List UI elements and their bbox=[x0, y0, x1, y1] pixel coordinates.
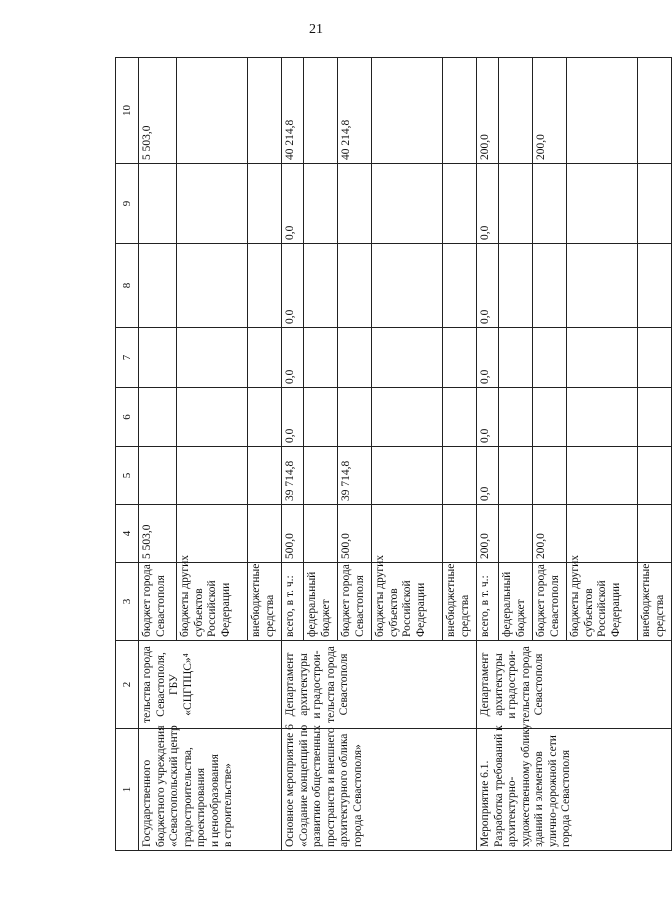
value-cell-c7 bbox=[338, 328, 372, 388]
cell-line: проектирования bbox=[195, 768, 208, 847]
value-cell-c10 bbox=[372, 58, 443, 164]
cell-line: Основное мероприятие 6 bbox=[284, 724, 296, 847]
column-header-5: 5 bbox=[116, 447, 139, 505]
cell-line: всего, в т. ч.: bbox=[479, 575, 491, 637]
cell-line: и градострои- bbox=[311, 650, 324, 719]
cell-line: бюджет bbox=[514, 599, 527, 637]
cell-line: федеральный bbox=[306, 571, 318, 637]
cell-line: Федерации bbox=[414, 582, 427, 637]
value-cell-c6 bbox=[533, 388, 567, 447]
cell-line: Департамент bbox=[479, 652, 491, 717]
column-header-10: 10 bbox=[116, 58, 139, 164]
value-cell-c8 bbox=[177, 244, 248, 328]
value-cell-c10 bbox=[567, 58, 638, 164]
value-cell-c10 bbox=[304, 58, 338, 164]
value-cell-c6 bbox=[638, 388, 672, 447]
cell-line: внебюджетные bbox=[250, 563, 262, 637]
value-cell-c5 bbox=[533, 447, 567, 505]
value-cell-c8 bbox=[372, 244, 443, 328]
cell-line: Севастополя bbox=[154, 575, 167, 637]
value-cell-c9 bbox=[248, 164, 282, 244]
column-header-7: 7 bbox=[116, 328, 139, 388]
cell-line: «СЦГПЦС»⁴ bbox=[181, 653, 194, 716]
value-cell-c6 bbox=[443, 388, 477, 447]
column-header-6: 6 bbox=[116, 388, 139, 447]
value-cell-c7 bbox=[177, 328, 248, 388]
cell-line: Российской bbox=[206, 580, 219, 637]
value-cell-c10 bbox=[443, 58, 477, 164]
value-cell-c4 bbox=[304, 505, 338, 563]
column-header-8: 8 bbox=[116, 244, 139, 328]
cell-line: Федерации bbox=[609, 582, 622, 637]
value-cell-c5 bbox=[304, 447, 338, 505]
value-cell-c8 bbox=[139, 244, 177, 328]
cell-line: бюджеты других bbox=[569, 554, 581, 637]
value-cell-c9 bbox=[139, 164, 177, 244]
cell-line: в строительстве» bbox=[222, 763, 235, 847]
value-cell-c4 bbox=[499, 505, 533, 563]
value-cell-c4: 500,0 bbox=[282, 505, 304, 563]
funding-source-cell bbox=[533, 563, 567, 641]
value-cell-c8 bbox=[248, 244, 282, 328]
value-cell-c5 bbox=[499, 447, 533, 505]
value-cell-c5 bbox=[139, 447, 177, 505]
cell-line: улично-дорожной сети bbox=[546, 735, 559, 847]
cell-line: бюджет города bbox=[340, 564, 352, 637]
cell-line: ГБУ bbox=[168, 674, 181, 695]
value-cell-c7 bbox=[139, 328, 177, 388]
value-cell-c4 bbox=[372, 505, 443, 563]
value-cell-c8 bbox=[338, 244, 372, 328]
funding-source-cell bbox=[567, 554, 638, 641]
value-cell-c5 bbox=[443, 447, 477, 505]
executor-cell bbox=[477, 641, 672, 729]
value-cell-c4 bbox=[177, 505, 248, 563]
value-cell-c8: 0,0 bbox=[282, 244, 304, 328]
value-cell-c4 bbox=[567, 505, 638, 563]
cell-line: Российской bbox=[401, 580, 414, 637]
cell-line: градостроительства, bbox=[181, 747, 194, 847]
cell-line: средства bbox=[263, 594, 276, 637]
value-cell-c5 bbox=[638, 447, 672, 505]
value-cell-c5 bbox=[567, 447, 638, 505]
table-row bbox=[139, 58, 177, 851]
cell-line: архитектуры bbox=[297, 653, 310, 716]
cell-line: Государственного bbox=[141, 759, 153, 847]
cell-line: и градострои- bbox=[506, 650, 519, 719]
value-cell-c6 bbox=[139, 388, 177, 447]
value-cell-c4 bbox=[248, 505, 282, 563]
cell-line: Департамент bbox=[284, 652, 296, 717]
funding-source-cell bbox=[248, 563, 282, 641]
value-cell-c9: 0,0 bbox=[477, 164, 499, 244]
funding-source-cell bbox=[499, 563, 533, 641]
value-cell-c8 bbox=[533, 244, 567, 328]
cell-line: тельства города bbox=[519, 646, 532, 723]
value-cell-c10 bbox=[248, 58, 282, 164]
cell-line: бюджет bbox=[319, 599, 332, 637]
value-cell-c9 bbox=[177, 164, 248, 244]
cell-line: Севастополя bbox=[338, 653, 351, 716]
value-cell-c7 bbox=[638, 328, 672, 388]
cell-line: тельства города bbox=[324, 646, 337, 723]
value-cell-c7 bbox=[443, 328, 477, 388]
value-cell-c7: 0,0 bbox=[282, 328, 304, 388]
cell-line: бюджеты других bbox=[179, 554, 191, 637]
value-cell-c8: 0,0 bbox=[477, 244, 499, 328]
cell-line: внебюджетные bbox=[640, 563, 652, 637]
value-cell-c9 bbox=[567, 164, 638, 244]
value-cell-c10: 200,0 bbox=[477, 58, 499, 164]
value-cell-c5 bbox=[177, 447, 248, 505]
cell-line: архитектуры bbox=[492, 653, 505, 716]
value-cell-c6 bbox=[499, 388, 533, 447]
cell-line: «Севастопольский центр bbox=[168, 725, 181, 847]
cell-line: всего, в т. ч.: bbox=[284, 575, 296, 637]
value-cell-c8 bbox=[443, 244, 477, 328]
cell-line: Севастополя bbox=[548, 575, 561, 637]
executor-cell bbox=[282, 641, 477, 729]
value-cell-c4 bbox=[443, 505, 477, 563]
cell-line: города Севастополя bbox=[560, 750, 573, 847]
column-header-3: 3 bbox=[116, 563, 139, 641]
cell-line: бюджетного учреждения bbox=[154, 725, 167, 847]
funding-source-cell bbox=[304, 563, 338, 641]
funding-source-cell bbox=[338, 563, 372, 641]
rotated-table-container bbox=[115, 58, 666, 851]
value-cell-c7 bbox=[248, 328, 282, 388]
cell-line: бюджеты других bbox=[374, 554, 386, 637]
funding-source-cell bbox=[638, 563, 672, 641]
value-cell-c9: 0,0 bbox=[282, 164, 304, 244]
value-cell-c6 bbox=[372, 388, 443, 447]
value-cell-c5: 0,0 bbox=[477, 447, 499, 505]
value-cell-c10: 40 214,8 bbox=[282, 58, 304, 164]
cell-line: бюджет города bbox=[141, 564, 153, 637]
value-cell-c5 bbox=[372, 447, 443, 505]
cell-line: города Севастополя» bbox=[351, 744, 364, 847]
cell-line: федеральный bbox=[501, 571, 513, 637]
value-cell-c6 bbox=[304, 388, 338, 447]
cell-line: внебюджетные bbox=[445, 563, 457, 637]
value-cell-c7: 0,0 bbox=[477, 328, 499, 388]
funding-source-cell bbox=[177, 554, 248, 641]
value-cell-c8 bbox=[567, 244, 638, 328]
value-cell-c9 bbox=[304, 164, 338, 244]
cell-line: средства bbox=[653, 594, 666, 637]
value-cell-c8 bbox=[304, 244, 338, 328]
funding-source-cell bbox=[282, 563, 304, 641]
table-row bbox=[282, 58, 304, 851]
value-cell-c4: 5 503,0 bbox=[139, 505, 177, 563]
value-cell-c5: 39 714,8 bbox=[338, 447, 372, 505]
value-cell-c7 bbox=[372, 328, 443, 388]
value-cell-c4: 200,0 bbox=[477, 505, 499, 563]
value-cell-c5: 39 714,8 bbox=[282, 447, 304, 505]
cell-line: тельства города bbox=[141, 646, 153, 723]
cell-line: субъектов bbox=[192, 588, 205, 637]
value-cell-c9 bbox=[338, 164, 372, 244]
value-cell-c7 bbox=[304, 328, 338, 388]
cell-line: художественному облику bbox=[519, 723, 532, 847]
cell-line: субъектов bbox=[582, 588, 595, 637]
value-cell-c7 bbox=[533, 328, 567, 388]
funding-source-cell bbox=[477, 563, 499, 641]
measure-name-cell bbox=[477, 723, 672, 851]
value-cell-c6 bbox=[248, 388, 282, 447]
value-cell-c10 bbox=[638, 58, 672, 164]
funding-source-cell bbox=[443, 563, 477, 641]
column-header-1: 1 bbox=[116, 729, 139, 851]
value-cell-c10: 5 503,0 bbox=[139, 58, 177, 164]
value-cell-c6 bbox=[567, 388, 638, 447]
value-cell-c5 bbox=[248, 447, 282, 505]
value-cell-c6 bbox=[177, 388, 248, 447]
value-cell-c6: 0,0 bbox=[282, 388, 304, 447]
value-cell-c6: 0,0 bbox=[477, 388, 499, 447]
cell-line: архитектурно- bbox=[506, 776, 519, 847]
measure-name-cell bbox=[139, 725, 282, 851]
value-cell-c9 bbox=[533, 164, 567, 244]
cell-line: Разработка требований к bbox=[492, 725, 505, 847]
budget-table bbox=[115, 57, 672, 851]
cell-line: Российской bbox=[596, 580, 609, 637]
cell-line: пространств и внешнего bbox=[324, 727, 337, 847]
value-cell-c9 bbox=[443, 164, 477, 244]
cell-line: «Создание концепций по bbox=[297, 724, 310, 847]
value-cell-c10: 40 214,8 bbox=[338, 58, 372, 164]
cell-line: Мероприятие 6.1. bbox=[479, 760, 491, 847]
cell-line: средства bbox=[458, 594, 471, 637]
value-cell-c7 bbox=[499, 328, 533, 388]
value-cell-c4 bbox=[638, 505, 672, 563]
value-cell-c10 bbox=[499, 58, 533, 164]
value-cell-c9 bbox=[499, 164, 533, 244]
funding-source-cell bbox=[372, 554, 443, 641]
executor-cell bbox=[139, 641, 282, 729]
cell-line: Севастополя bbox=[533, 653, 546, 716]
cell-line: развитию общественных bbox=[311, 725, 324, 847]
value-cell-c6 bbox=[338, 388, 372, 447]
value-cell-c4: 200,0 bbox=[533, 505, 567, 563]
page-number: 21 bbox=[309, 22, 323, 37]
cell-line: субъектов bbox=[387, 588, 400, 637]
column-header-2: 2 bbox=[116, 641, 139, 729]
cell-line: архитектурного облика bbox=[338, 733, 351, 847]
header-row bbox=[116, 58, 139, 851]
value-cell-c9 bbox=[638, 164, 672, 244]
column-header-9: 9 bbox=[116, 164, 139, 244]
cell-line: зданий и элементов bbox=[533, 751, 546, 847]
table-row bbox=[477, 58, 499, 851]
cell-line: Севастополя bbox=[353, 575, 366, 637]
column-header-4: 4 bbox=[116, 505, 139, 563]
value-cell-c8 bbox=[638, 244, 672, 328]
funding-source-cell bbox=[139, 563, 177, 641]
cell-line: Федерации bbox=[219, 582, 232, 637]
cell-line: Севастополя, bbox=[154, 652, 167, 717]
value-cell-c9 bbox=[372, 164, 443, 244]
cell-line: и ценообразования bbox=[208, 754, 221, 847]
value-cell-c10: 200,0 bbox=[533, 58, 567, 164]
value-cell-c8 bbox=[499, 244, 533, 328]
cell-line: бюджет города bbox=[535, 564, 547, 637]
measure-name-cell bbox=[282, 724, 477, 851]
value-cell-c7 bbox=[567, 328, 638, 388]
value-cell-c4: 500,0 bbox=[338, 505, 372, 563]
value-cell-c10 bbox=[177, 58, 248, 164]
